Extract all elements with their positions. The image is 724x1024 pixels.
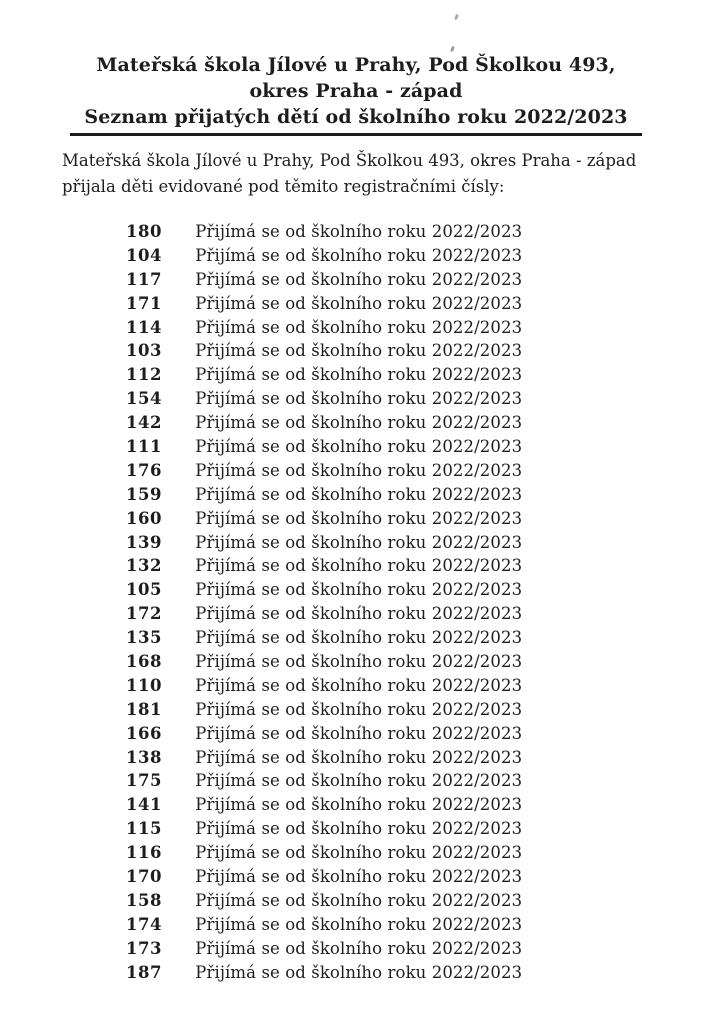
list-item	[126, 626, 522, 650]
registration-number: 158	[126, 890, 162, 910]
acceptance-text: Přijímá se od školního roku 2022/2023	[195, 293, 523, 313]
list-item	[126, 507, 522, 531]
registration-number: 112	[126, 365, 162, 385]
header-school-name: Mateřská škola Jílové u Prahy, Pod Školkou 493,	[96, 54, 616, 76]
registration-number: 154	[126, 389, 162, 409]
acceptance-text: Přijímá se od školního roku 2022/2023	[195, 890, 523, 910]
scan-speck-artifact	[454, 14, 459, 21]
list-item	[126, 769, 522, 793]
registration-number: 171	[126, 293, 162, 313]
list-item	[126, 316, 522, 340]
acceptance-text: Přijímá se od školního roku 2022/2023	[195, 604, 523, 624]
acceptance-text: Přijímá se od školního roku 2022/2023	[195, 795, 523, 815]
list-item	[126, 339, 522, 363]
list-item	[126, 531, 522, 555]
list-item	[126, 363, 522, 387]
list-item	[126, 913, 522, 937]
registration-number: 105	[126, 580, 162, 600]
registration-number: 139	[126, 532, 162, 552]
registration-number: 138	[126, 747, 162, 767]
list-item	[126, 220, 522, 244]
registration-number: 180	[126, 222, 162, 241]
acceptance-text: Přijímá se od školního roku 2022/2023	[195, 556, 523, 576]
acceptance-text: Přijímá se od školního roku 2022/2023	[195, 532, 523, 552]
list-item	[126, 435, 522, 459]
acceptance-text: Přijímá se od školního roku 2022/2023	[195, 652, 523, 672]
list-item	[126, 483, 522, 507]
list-item	[126, 889, 522, 913]
acceptance-text: Přijímá se od školního roku 2022/2023	[195, 245, 523, 265]
registration-number: 172	[126, 604, 162, 624]
list-item	[126, 722, 522, 746]
list-item	[126, 961, 522, 985]
registration-number: 117	[126, 269, 162, 289]
registration-number: 176	[126, 460, 162, 480]
acceptance-text: Přijímá se od školního roku 2022/2023	[195, 413, 523, 433]
acceptance-text: Přijímá se od školního roku 2022/2023	[195, 675, 523, 695]
acceptance-text: Přijímá se od školního roku 2022/2023	[195, 938, 523, 958]
list-item	[126, 244, 522, 268]
acceptance-text: Přijímá se od školního roku 2022/2023	[195, 819, 523, 839]
registration-number: 187	[126, 962, 162, 982]
registration-number: 114	[126, 317, 162, 337]
acceptance-text: Přijímá se od školního roku 2022/2023	[195, 747, 523, 767]
acceptance-text: Přijímá se od školního roku 2022/2023	[195, 867, 523, 887]
accepted-children-list	[126, 220, 522, 985]
registration-number: 116	[126, 843, 162, 863]
intro-paragraph: Mateřská škola Jílové u Prahy, Pod Školkou 493, okres Praha - západ přijala děti evidované pod těmito registračními čísly:	[62, 151, 637, 196]
registration-number: 115	[126, 819, 162, 839]
acceptance-text: Přijímá se od školního roku 2022/2023	[195, 437, 523, 457]
registration-number: 132	[126, 556, 162, 576]
registration-number: 168	[126, 652, 162, 672]
acceptance-text: Přijímá se od školního roku 2022/2023	[195, 723, 523, 743]
registration-number: 103	[126, 341, 162, 361]
registration-number: 111	[126, 437, 162, 457]
registration-number: 135	[126, 628, 162, 648]
acceptance-text: Přijímá se od školního roku 2022/2023	[195, 365, 523, 385]
registration-number: 104	[126, 245, 162, 265]
list-item	[126, 292, 522, 316]
registration-number: 160	[126, 508, 162, 528]
list-item	[126, 937, 522, 961]
list-item	[126, 578, 522, 602]
list-item	[126, 841, 522, 865]
registration-number: 173	[126, 938, 162, 958]
registration-number: 141	[126, 795, 162, 815]
registration-number: 174	[126, 914, 162, 934]
registration-number: 181	[126, 699, 162, 719]
registration-number: 159	[126, 484, 162, 504]
registration-number: 175	[126, 771, 162, 791]
list-item	[126, 411, 522, 435]
acceptance-text: Přijímá se od školního roku 2022/2023	[195, 341, 523, 361]
list-item	[126, 674, 522, 698]
list-item	[126, 865, 522, 889]
list-item	[126, 817, 522, 841]
acceptance-text: Přijímá se od školního roku 2022/2023	[195, 914, 523, 934]
acceptance-text: Přijímá se od školního roku 2022/2023	[195, 843, 523, 863]
registration-number: 170	[126, 867, 162, 887]
list-item	[126, 698, 522, 722]
registration-number: 110	[126, 675, 162, 695]
acceptance-text: Přijímá se od školního roku 2022/2023	[195, 460, 523, 480]
acceptance-text: Přijímá se od školního roku 2022/2023	[195, 222, 523, 241]
acceptance-text: Přijímá se od školního roku 2022/2023	[195, 771, 523, 791]
list-item	[126, 602, 522, 626]
document-header	[0, 52, 712, 136]
list-item	[126, 746, 522, 770]
list-item	[126, 793, 522, 817]
acceptance-text: Přijímá se od školního roku 2022/2023	[195, 962, 523, 982]
header-district: okres Praha - západ	[249, 80, 463, 102]
registration-number: 142	[126, 413, 162, 433]
list-item	[126, 554, 522, 578]
acceptance-text: Přijímá se od školního roku 2022/2023	[195, 580, 523, 600]
list-item	[126, 650, 522, 674]
acceptance-text: Přijímá se od školního roku 2022/2023	[195, 484, 523, 504]
acceptance-text: Přijímá se od školního roku 2022/2023	[195, 699, 523, 719]
list-item	[126, 459, 522, 483]
acceptance-text: Přijímá se od školního roku 2022/2023	[195, 628, 523, 648]
registration-number: 166	[126, 723, 162, 743]
acceptance-text: Přijímá se od školního roku 2022/2023	[195, 269, 523, 289]
header-list-title: Seznam přijatých dětí od školního roku 2022/2023	[70, 104, 641, 136]
list-item	[126, 268, 522, 292]
acceptance-text: Přijímá se od školního roku 2022/2023	[195, 508, 523, 528]
acceptance-text: Přijímá se od školního roku 2022/2023	[195, 317, 523, 337]
list-item	[126, 387, 522, 411]
acceptance-text: Přijímá se od školního roku 2022/2023	[195, 389, 523, 409]
